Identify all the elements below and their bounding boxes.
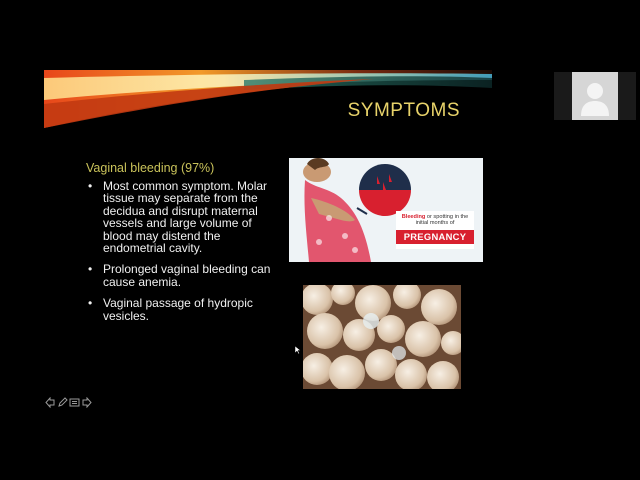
subheading: Vaginal bleeding (97%) bbox=[86, 161, 215, 175]
pen-icon[interactable] bbox=[57, 395, 68, 406]
bullet-item: • Most common symptom. Molar tissue may separate from the decidua and disrupt maternal vessels and large volume of blood may distend the endometrial cavity. bbox=[86, 180, 276, 254]
caption-text bbox=[396, 214, 474, 226]
bullet-list bbox=[86, 180, 276, 331]
pregnancy-bleeding-illustration bbox=[289, 158, 483, 262]
caption-rest: or spotting in the initial months of bbox=[415, 214, 469, 226]
caption-bleeding: Bleeding bbox=[401, 214, 426, 220]
bullet-item: • Prolonged vaginal bleeding can cause anemia. bbox=[86, 263, 276, 288]
menu-icon[interactable] bbox=[69, 395, 80, 406]
avatar bbox=[572, 72, 618, 120]
user-avatar-icon bbox=[572, 72, 618, 120]
participant-video-tile[interactable] bbox=[554, 72, 636, 120]
slide-navigation bbox=[45, 395, 92, 407]
vesicles-photo-graphic bbox=[303, 285, 461, 389]
arrow-right-icon[interactable] bbox=[81, 395, 92, 406]
hydropic-vesicles-photo bbox=[303, 285, 461, 389]
bullet-item: • Vaginal passage of hydropic vesicles. bbox=[86, 297, 276, 322]
arrow-left-icon[interactable] bbox=[45, 395, 56, 406]
pregnancy-caption-box bbox=[396, 211, 474, 249]
mouse-cursor-icon bbox=[295, 346, 301, 354]
pregnancy-banner: PREGNANCY bbox=[396, 230, 474, 244]
slide-title: SYMPTOMS bbox=[347, 100, 460, 121]
